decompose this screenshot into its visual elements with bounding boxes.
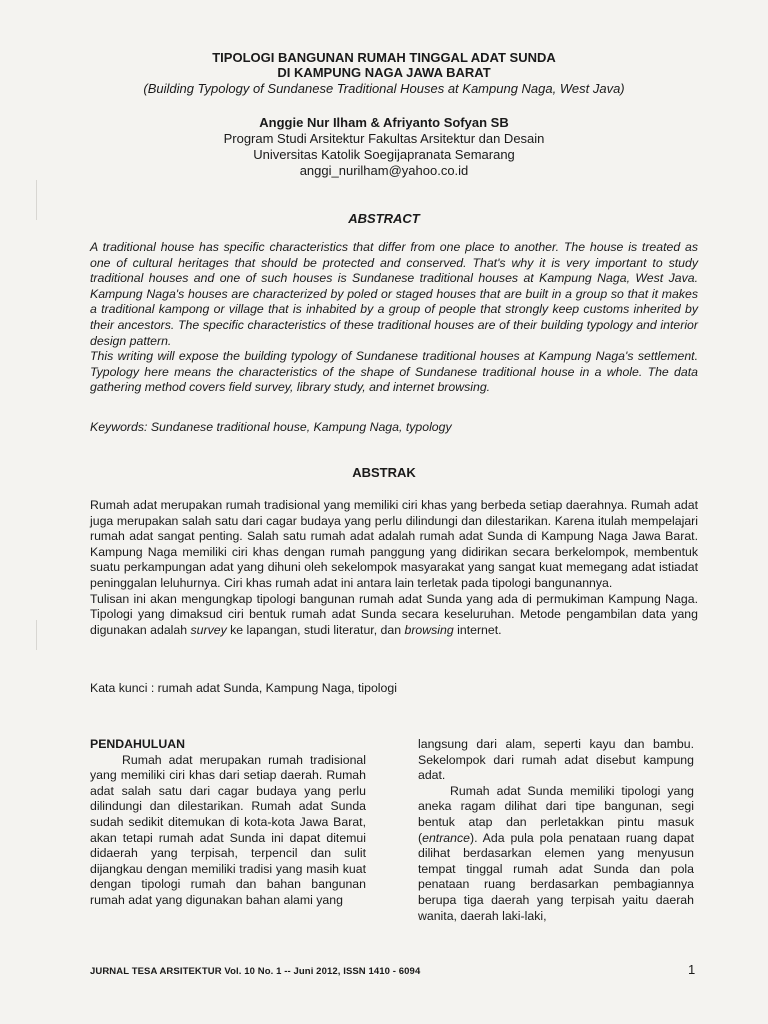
abstrak-text-run: internet. <box>453 622 502 637</box>
abstrak-text-run: Tulisan ini akan mengungkap tipologi bangunan rumah adat Sunda yang ada di permukiman Kampung Naga. Tipologi yang dimaksud ciri bentuk rumah adat Sunda secara keseluruhan. Metode pengambilan data yang digunakan adalah <box>90 591 698 637</box>
paper-title <box>100 50 668 80</box>
affiliation-line-2: Universitas Katolik Soegijapranata Semarang <box>253 147 515 162</box>
author-names: Anggie Nur Ilham & Afriyanto Sofyan SB <box>259 115 509 130</box>
abstract-paragraph: This writing will expose the building typology of Sundanese traditional houses at Kampung Naga's settlement. Typology here means the characteristics of the shape of Sundanese traditional house in a whole. The data gathering method covers field survey, library study, and internet browsing. <box>90 349 698 395</box>
paper-subtitle: (Building Typology of Sundanese Traditional Houses at Kampung Naga, West Java) <box>143 81 625 96</box>
body-paragraph: langsung dari alam, seperti kayu dan bambu. Sekelompok dari rumah adat disebut kampung adat. <box>418 737 694 783</box>
body-text-run: Rumah adat Sunda memiliki tipologi yang aneka ragam dilihat dari tipe bangunan, segi bentuk atap dan perletakkan pintu masuk ( <box>418 783 694 845</box>
body-paragraph <box>418 784 694 924</box>
abstract-keywords: Keywords: Sundanese traditional house, Kampung Naga, typology <box>90 420 452 434</box>
abstract-body <box>90 240 698 396</box>
abstract-paragraph: A traditional house has specific characteristics that differ from one place to another. The house is treated as one of cultural heritages that should be protected and conserved. That's why it is very important to study traditional houses and one of such houses is Sundanese traditional houses at Kampung Naga, West Java. Kampung Naga's houses are characterized by poled or staged houses that are built in a group so that it makes a traditional kampong or village that is inhabited by a group of people that strongly keep customs inherited by their ancestors. The specific characteristics of these traditional houses are of their building typology and interior design pattern. <box>90 240 698 348</box>
abstrak-paragraph: Rumah adat merupakan rumah tradisional yang memiliki ciri khas yang berbeda setiap daerahnya. Rumah adat juga merupakan salah satu dari cagar budaya yang perlu dilindungi dan dilestarikan. Karena itulah mempelajari rumah adat sangat penting. Salah satu rumah adat adalah rumah adat Sunda di Kampung Naga Jawa Barat. Kampung Naga memiliki ciri khas dengan rumah panggung yang didirikan secara berkelompok, membentuk suatu perkampungan adat yang dihuni oleh sekelompok masyarakat yang sangat kuat memegang adat istiadat peninggalan leluhurnya. Ciri khas rumah adat ini antara lain terletak pada tipologi bangunannya. <box>90 498 698 590</box>
section-heading: PENDAHULUAN <box>90 737 185 751</box>
scan-edge-mark <box>36 620 37 650</box>
abstrak-keywords: Kata kunci : rumah adat Sunda, Kampung Naga, tipologi <box>90 681 397 695</box>
body-text-run: ). Ada pula pola penataan ruang dapat dilihat berdasarkan elemen yang menyusun tempat tinggal rumah adat Sunda dan pola penataan ruang berdasarkan pembagiannya berupa tiga daerah yang terpisah yaitu daerah wanita, daerah laki-laki, <box>418 830 694 923</box>
title-line-2: DI KAMPUNG NAGA JAWA BARAT <box>277 65 491 80</box>
journal-footer: JURNAL TESA ARSITEKTUR Vol. 10 No. 1 -- Juni 2012, ISSN 1410 - 6094 <box>90 966 421 977</box>
abstrak-body <box>90 498 698 638</box>
abstrak-text-run: ke lapangan, studi literatur, dan <box>226 622 405 637</box>
page-number: 1 <box>688 962 696 977</box>
author-email: anggi_nurilham@yahoo.co.id <box>299 163 469 178</box>
abstract-heading: ABSTRACT <box>348 211 420 226</box>
author-block <box>100 115 668 179</box>
body-italic-term: entrance <box>422 830 470 845</box>
abstrak-heading: ABSTRAK <box>352 465 416 480</box>
affiliation-line-1: Program Studi Arsitektur Fakultas Arsitektur dan Desain <box>223 131 545 146</box>
body-column-right <box>418 737 694 924</box>
abstrak-paragraph <box>90 592 698 639</box>
body-paragraph: Rumah adat merupakan rumah tradisional yang memiliki ciri khas dari setiap daerah. Rumah adat salah satu dari cagar budaya yang perlu dilindungi dan dilestarikan. Rumah adat Sunda sudah sedikit ditemukan di kota-kota Jawa Barat, akan tetapi rumah adat Sunda ini dapat ditemui didaerah yang terpisah, terpencil dan sulit dijangkau dengan memiliki tradisi yang masih kuat dengan tipologi rumah dan bahan bangunan rumah adat yang digunakan bahan alami yang <box>90 752 366 907</box>
abstrak-italic-term: browsing <box>404 622 454 637</box>
body-column-left <box>90 737 366 909</box>
abstrak-italic-term: survey <box>190 622 227 637</box>
title-line-1: TIPOLOGI BANGUNAN RUMAH TINGGAL ADAT SUNDA <box>212 50 556 65</box>
